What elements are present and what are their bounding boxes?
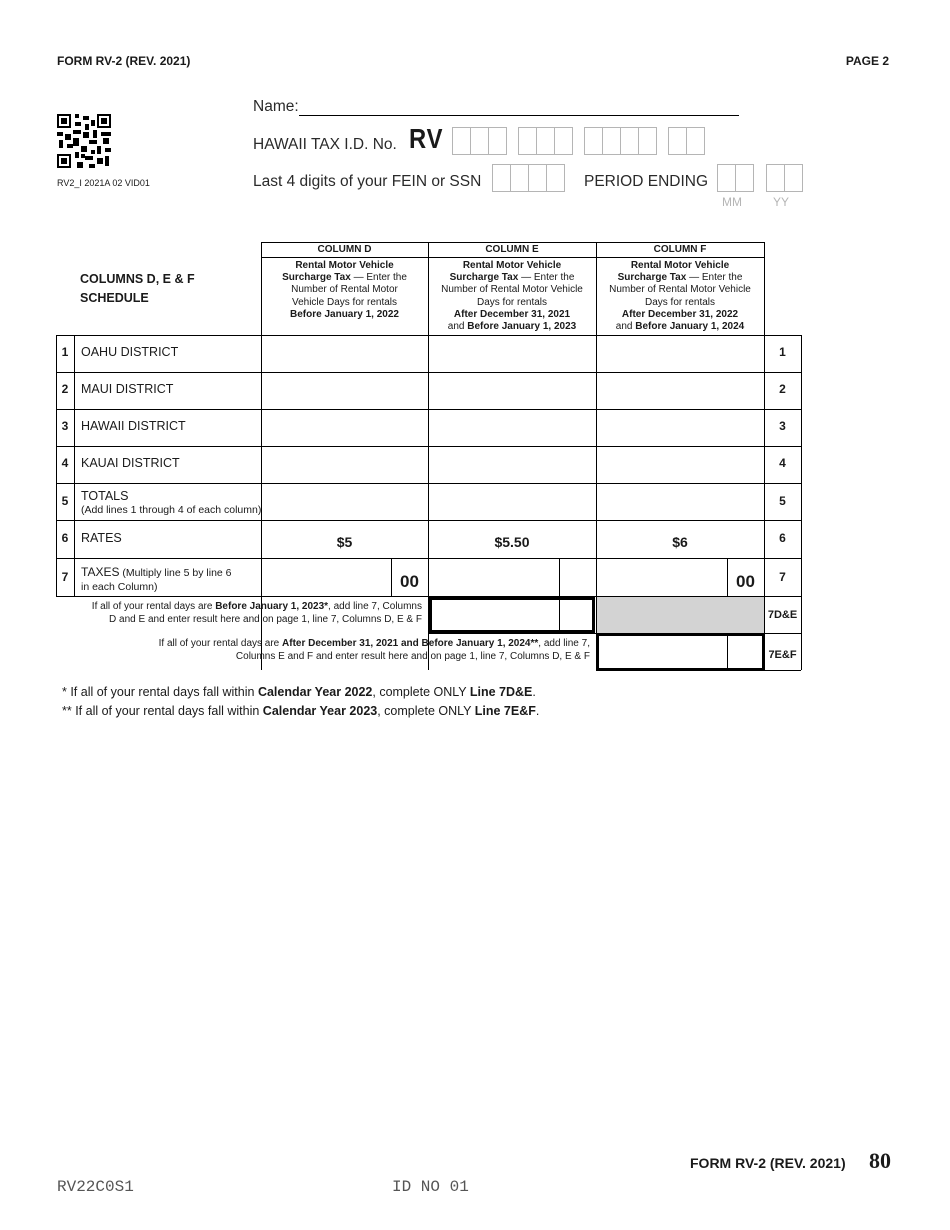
rate-column-e: $5.50	[494, 534, 530, 550]
page-number-header: PAGE 2	[845, 54, 889, 68]
row-number-2: 2	[61, 382, 69, 396]
row-number-1-right: 1	[779, 345, 786, 359]
row-label-kauai: KAUAI DISTRICT	[81, 456, 180, 470]
column-e-heading: COLUMN E	[485, 244, 539, 255]
row-number-6-right: 6	[779, 531, 786, 545]
row-number-2-right: 2	[779, 382, 786, 396]
form-version-id: RV2_I 2021A 02 VID01	[57, 178, 150, 188]
period-month-field[interactable]	[717, 164, 753, 192]
period-year-field[interactable]	[766, 164, 802, 192]
period-ending-label: PERIOD ENDING	[584, 173, 709, 190]
row-number-4: 4	[61, 456, 69, 470]
row-number-3: 3	[61, 419, 69, 433]
form-title-footer: FORM RV-2 (REV. 2021)	[690, 1155, 846, 1171]
row-label-hawaii: HAWAII DISTRICT	[81, 419, 186, 433]
line-7de-code: 7D&E	[767, 609, 798, 621]
footnote-1: * If all of your rental days fall within Calendar Year 2022, complete ONLY Line 7D&E.	[62, 685, 536, 699]
column-d-entry-cells[interactable]	[262, 336, 428, 520]
row-number-1: 1	[61, 345, 69, 359]
fein-field[interactable]	[492, 164, 564, 192]
footnote-2: ** If all of your rental days fall within Calendar Year 2023, complete ONLY Line 7E&F.	[62, 704, 540, 718]
qr-code-icon	[57, 114, 111, 168]
row-label-rates: RATES	[81, 531, 122, 545]
month-hint: MM	[722, 195, 742, 209]
cents-column-d: 00	[400, 572, 419, 591]
form-title-header: FORM RV-2 (REV. 2021)	[57, 54, 191, 68]
tax-id-field[interactable]	[452, 127, 704, 155]
column-e-entry-cells[interactable]	[429, 336, 596, 520]
row-number-4-right: 4	[779, 456, 786, 470]
tax-id-prefix: RV	[409, 123, 444, 154]
line-7ef-code: 7E&F	[768, 649, 797, 661]
column-d-heading: COLUMN D	[317, 244, 372, 255]
line-7ef-total-field[interactable]	[596, 633, 765, 671]
column-d-description: Rental Motor Vehicle Surcharge Tax — Enter the Number of Rental Motor Vehicle Days for rentals Before January 1, 2022	[282, 260, 407, 320]
taxes-column-d-field[interactable]	[262, 559, 391, 596]
taxes-column-e-field[interactable]	[429, 559, 559, 596]
cents-column-f: 00	[736, 572, 755, 591]
row-number-3-right: 3	[779, 419, 786, 433]
name-field[interactable]	[299, 115, 739, 116]
row-label-totals: TOTALS	[81, 489, 129, 503]
row-sublabel-totals: (Add lines 1 through 4 of each column)	[81, 504, 262, 516]
row-number-7-right: 7	[779, 570, 786, 584]
schedule-title: COLUMNS D, E & F SCHEDULE	[80, 272, 195, 305]
row-number-6: 6	[61, 531, 69, 545]
fein-label: Last 4 digits of your FEIN or SSN	[253, 173, 482, 190]
name-label: Name:	[253, 98, 299, 115]
line-7de-total-field[interactable]	[429, 597, 595, 633]
column-f-description: Rental Motor Vehicle Surcharge Tax — Enter the Number of Rental Motor Vehicle Days for rentals After December 31, 2022 and Before January 1, 2024	[609, 260, 751, 333]
shaded-cell	[597, 597, 764, 633]
row-sublabel-taxes: in each Column)	[81, 581, 158, 593]
row-label-taxes: TAXES (Multiply line 5 by line 6	[81, 565, 232, 579]
row-label-oahu: OAHU DISTRICT	[81, 345, 179, 359]
row-label-maui: MAUI DISTRICT	[81, 382, 174, 396]
column-f-heading: COLUMN F	[653, 244, 707, 255]
line-7ef-instructions: If all of your rental days are After December 31, 2021 and Before January 1, 2024**, add line 7, Columns E and F and enter result here and on page 1, line 7, Columns D, E & F	[158, 638, 590, 662]
scan-code-left: RV22C0S1	[57, 1178, 134, 1196]
column-f-entry-cells[interactable]	[597, 336, 764, 520]
row-number-5-right: 5	[779, 494, 786, 508]
taxes-column-f-field[interactable]	[597, 559, 727, 596]
scan-code-id: ID NO 01	[392, 1178, 469, 1196]
column-e-description: Rental Motor Vehicle Surcharge Tax — Enter the Number of Rental Motor Vehicle Days for rentals After December 31, 2021 and Before January 1, 2023	[441, 260, 583, 333]
page-number-footer: 80	[869, 1148, 891, 1173]
rate-column-d: $5	[336, 534, 353, 550]
tax-id-label: HAWAII TAX I.D. No.	[253, 136, 397, 153]
rate-column-f: $6	[672, 534, 688, 550]
row-number-5: 5	[61, 494, 69, 508]
row-number-7: 7	[61, 570, 69, 584]
year-hint: YY	[773, 195, 790, 209]
line-7de-instructions: If all of your rental days are Before January 1, 2023*, add line 7, Columns D and E and enter result here and on page 1, line 7, Columns D, E & F	[91, 601, 422, 625]
